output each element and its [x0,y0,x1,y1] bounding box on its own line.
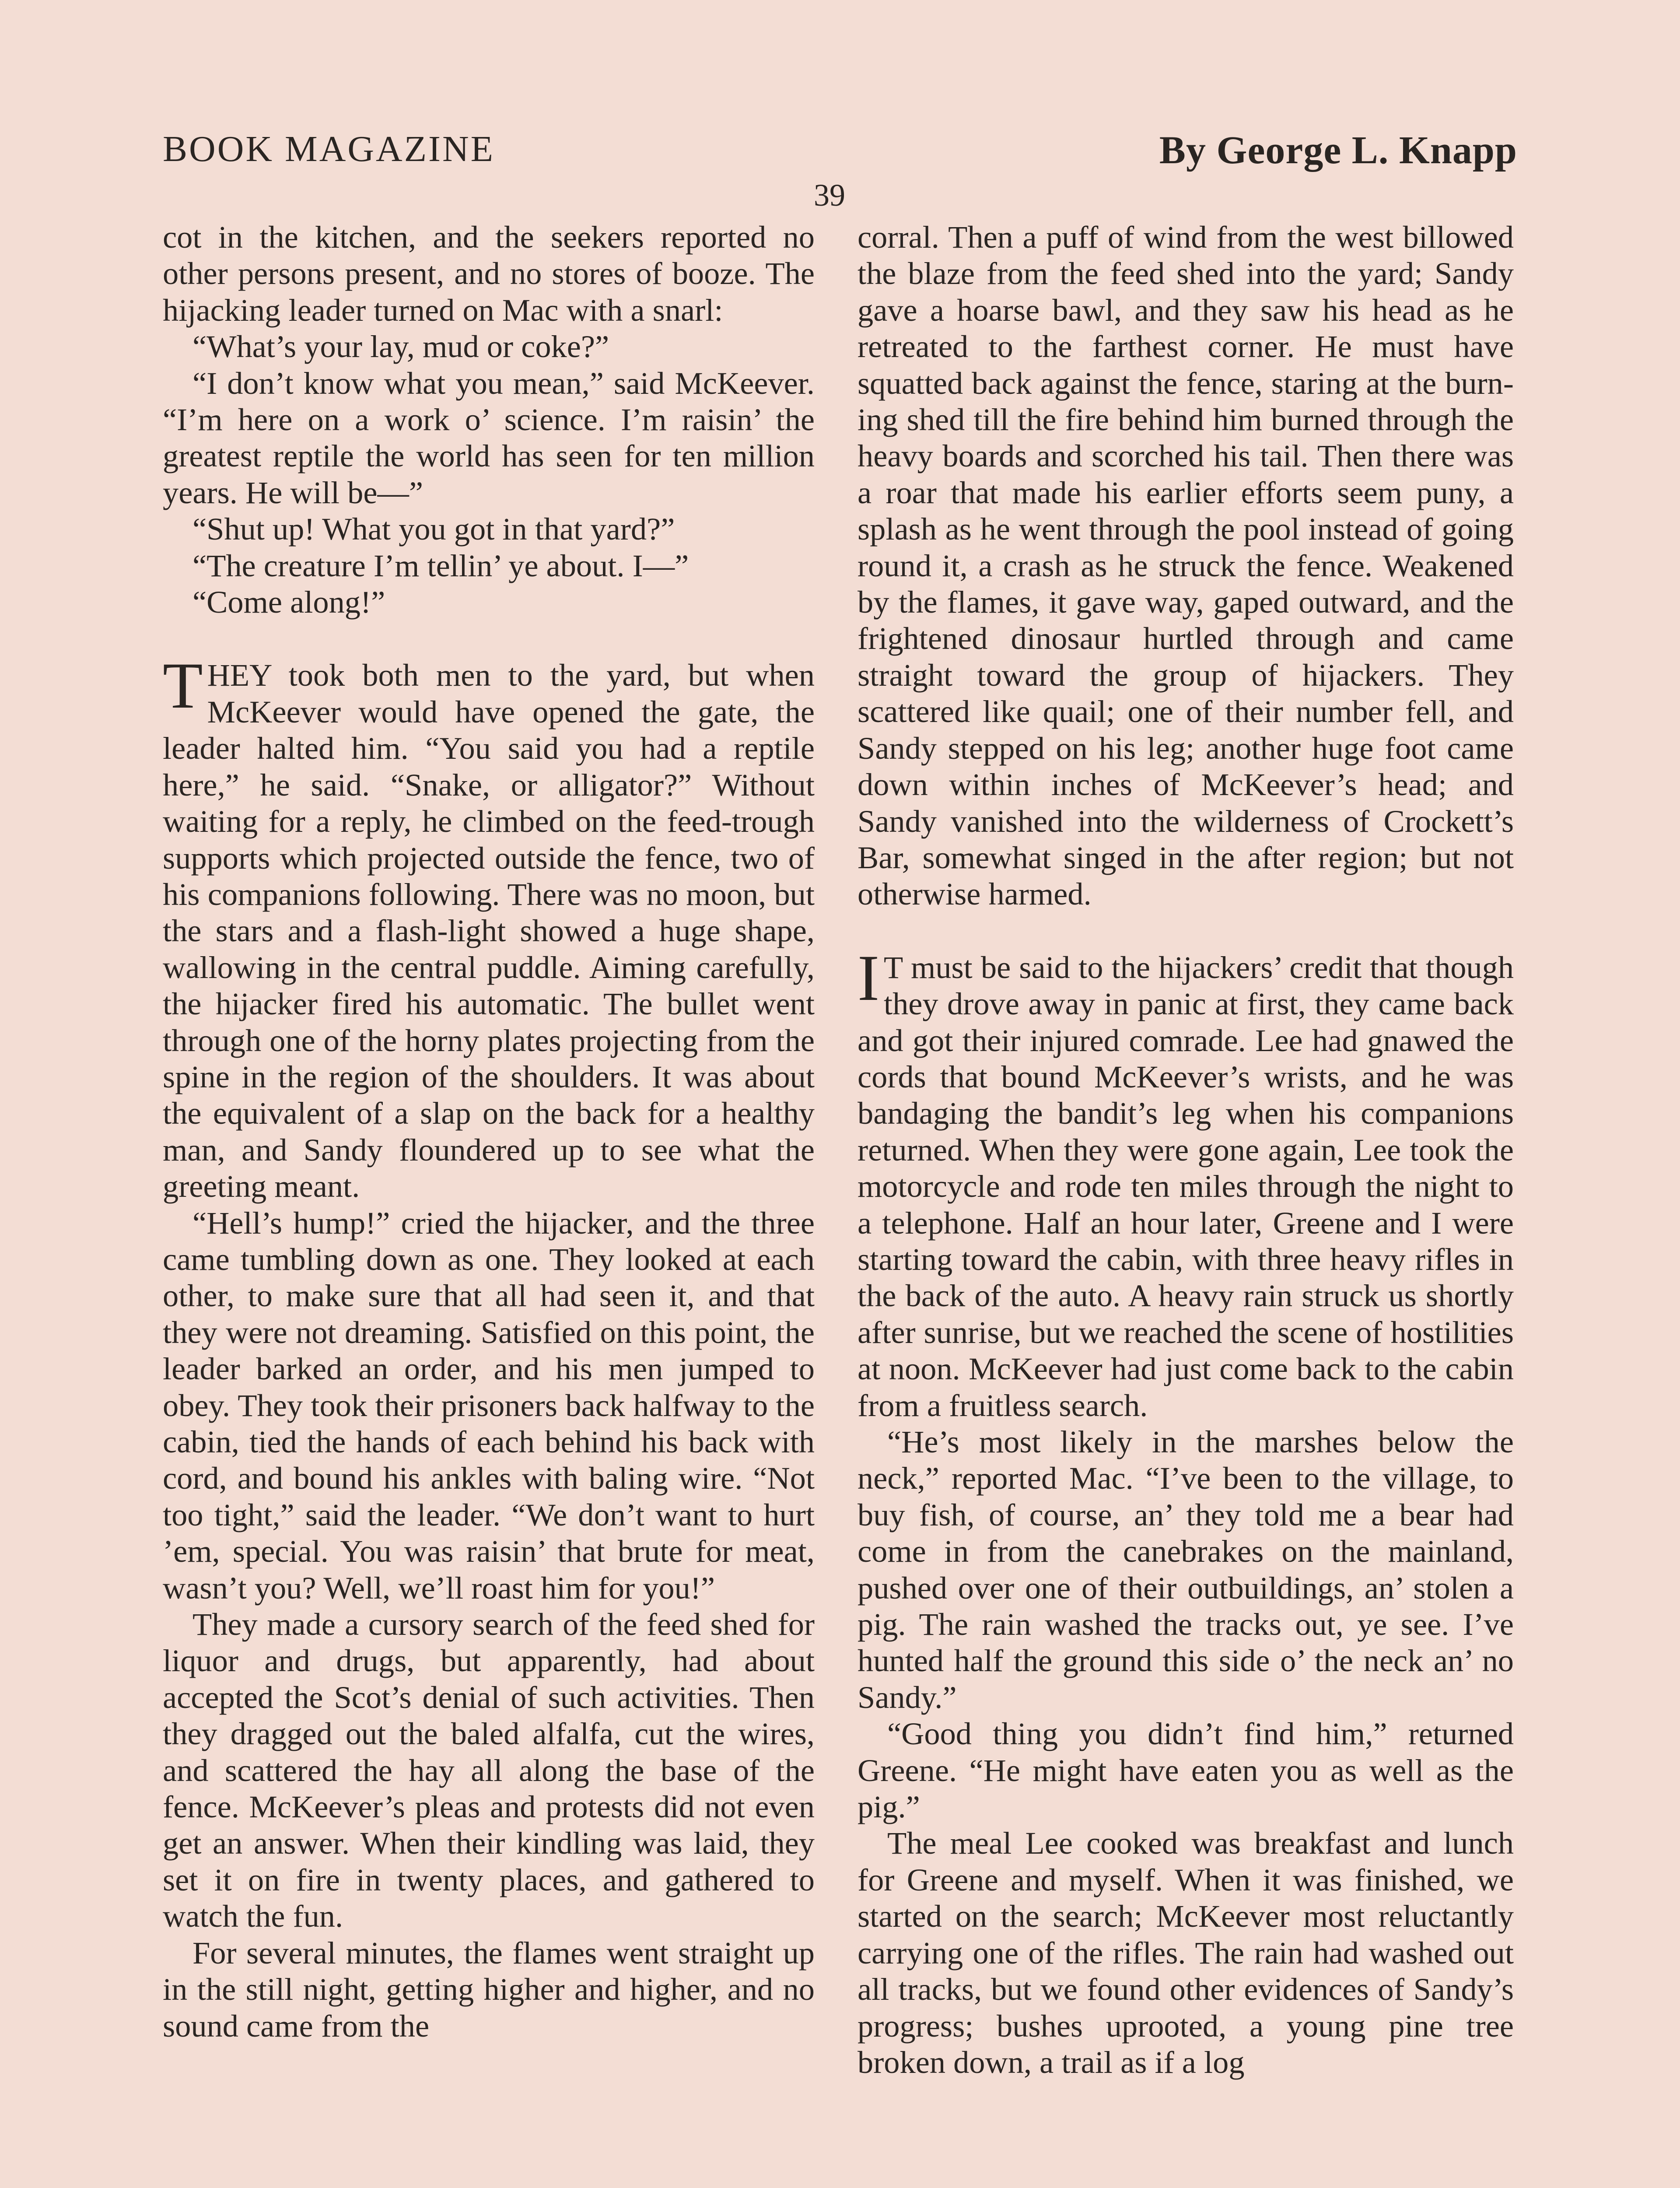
paragraph: “Good thing you didn’t find him,” returned Greene. “He might have eaten you as well as the pig.” [858,1716,1514,1825]
paragraph: “He’s most likely in the marshes below the neck,” reported Mac. “I’ve been to the village, to buy fish, of course, an’ they told me a bear had come in from the canebrakes on the mainland, pushed over one of their outbuildings, an’ stolen a pig. The rain washed the tracks out, ye see. I’ve hunted half the ground this side o’ the neck an’ no Sandy.” [858,1424,1514,1715]
paragraph: “Hell’s hump!” cried the hijacker, and the three came tumbling down as one. They looked at each other, to make sure that all had seen it, and that they were not dreaming. Satisfied on this point, the leader barked an order, and his men jumped to obey. They took their prisoners back halfway to the cabin, tied the hands of each behind his back with cord, and bound his ankles with baling wire. “Not too tight,” said the leader. “We don’t want to hurt ’em, special. You was raisin’ that brute for meat, wasn’t you? Well, we’ll roast him for you!” [163,1205,815,1606]
paragraph: “Shut up! What you got in that yard?” [192,511,675,547]
drop-cap: I [858,941,879,1014]
paragraph-text: T must be said to the hijackers’ credit that though they drove away in panic at first, they came back and got their injured comrade. Lee had gnawed the cords that bound McKeever’s wrists, and he was bandaging the bandit’s leg when his companions returned. When they were gone again, Lee took the motorcycle and rode ten miles through the night to a telephone. Half an hour later, Greene and I were starting toward the cabin, with three heavy rifles in the back of the auto. A heavy rain struck us shortly after sunrise, but we reached the scene of hostilities at noon. McKeever had just come back to the cabin from a fruitless search. [858,949,1514,1423]
page-number: 39 [814,178,845,213]
section-paragraph [858,941,1514,1424]
right-column [858,219,1514,2080]
paragraph: They made a cursory search of the feed shed for liquor and drugs, but apparently, had about accepted the Scot’s denial of such activities. Then they dragged out the baled alfalfa, cut the wires, and scattered the hay all along the base of the fence. McKeever’s pleas and protests did not even get an answer. When their kindling was laid, they set it on fire in twenty places, and gathered to watch the fun. [163,1606,815,1934]
paragraph: cot in the kitchen, and the seekers reported no other persons present, and no stores of booze. The hijacking leader turned on Mac with a snarl: [163,219,815,328]
paragraph: “What’s your lay, mud or coke?” [192,329,609,365]
paragraph: corral. Then a puff of wind from the west billowed the blaze from the feed shed into the yard; Sandy gave a hoarse bawl, and they saw his head as he retreated to the farthest corner. He must have squatted back against the fence, staring at the burning shed till the fire behind him burned through the heavy boards and scorched his tail. Then there was a roar that made his earlier efforts seem puny, a splash as he went through the pool instead of going round it, a crash as he struck the fence. Weakened by the flames, it gave way, gaped outward, and the frightened dinosaur hurtled through and came straight toward the group of hijackers. They scattered like quail; one of their number fell, and Sandy stepped on his leg; another huge foot came down within inches of McKeever’s head; and Sandy vanished into the wilderness of Crockett’s Bar, somewhat singed in the after region; but not otherwise harmed. [858,219,1514,912]
paragraph: “The creature I’m tellin’ ye about. I—” [192,547,689,583]
paragraph: “I don’t know what you mean,” said McKeever. “I’m here on a work o’ science. I’m raisin’ the greatest reptile the world has seen for ten million years. He will be—” [163,365,815,510]
drop-cap: T [163,649,203,722]
left-column [163,219,815,2044]
paragraph: For several minutes, the flames went straight up in the still night, getting higher and higher, and no sound came from the [163,1935,815,2044]
paragraph-text: HEY took both men to the yard, but when McKeever would have opened the gate, the leader halted him. “You said you had a reptile here,” he said. “Snake, or alligator?” Without waiting for a reply, he climbed on the feed-trough supports which projected outside the fence, two of his companions following. There was no moon, but the stars and a flash-light showed a huge shape, wallowing in the central puddle. Aiming carefully, the hijacker fired his automatic. The bullet went through one of the horny plates projecting from the spine in the region of the shoulders. It was about the equivalent of a slap on the back for a healthy man, and Sandy floundered up to see what the greeting meant. [163,657,815,1204]
section-paragraph [163,649,815,1204]
publication-title: BOOK MAGAZINE [163,129,495,169]
author-byline: By George L. Knapp [1159,129,1517,172]
paragraph: The meal Lee cooked was breakfast and lunch for Greene and myself. When it was finished, we started on the search; McKeever most reluctantly carrying one of the rifles. The rain had washed out all tracks, but we found other evidences of Sandy’s progress; bushes uprooted, a young pine tree broken down, a trail as if a log [858,1825,1514,2080]
paragraph: “Come along!” [192,584,385,620]
